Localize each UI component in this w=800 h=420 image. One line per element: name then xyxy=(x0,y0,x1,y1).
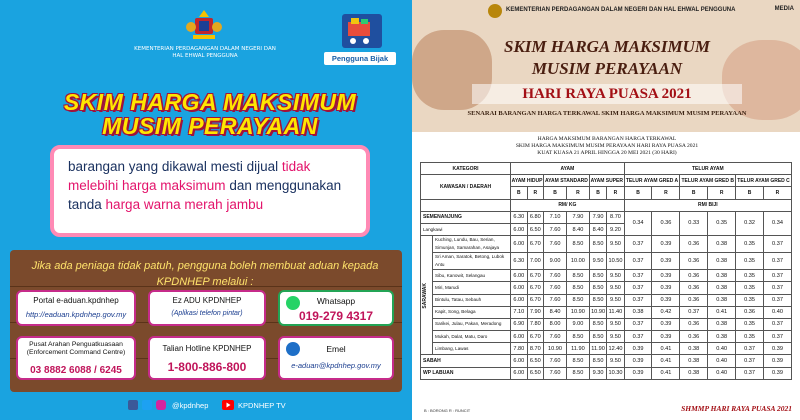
header-ayam-super: AYAM SUPER xyxy=(589,175,624,187)
price-cell: 8.50 xyxy=(566,355,589,367)
board-text: Jika ada peniaga tidak patuh, pengguna boleh membuat aduan kepada KPDNHEP melalui : xyxy=(31,260,379,288)
price-cell: 0.36 xyxy=(680,294,708,306)
price-cell: 11.90 xyxy=(566,343,589,355)
table-row xyxy=(421,211,792,223)
price-cell: 7.60 xyxy=(544,355,567,367)
info-text-a: barangan yang dikawal mesti dijual xyxy=(68,159,282,174)
price-cell: 0.39 xyxy=(652,331,680,343)
price-cell: 0.38 xyxy=(708,331,736,343)
price-cell: 0.41 xyxy=(708,306,736,318)
price-cell: 0.38 xyxy=(708,253,736,270)
price-cell: 8.40 xyxy=(589,223,606,235)
price-cell: 8.40 xyxy=(544,306,567,318)
whatsapp-number[interactable]: 019-279 4317 xyxy=(298,309,374,323)
price-cell: 6.50 xyxy=(527,355,544,367)
whatsapp-label: Whatsapp xyxy=(316,296,356,306)
pusat-arahan-number[interactable]: 03 8882 6088 / 6245 xyxy=(30,365,122,376)
header-ayam: AYAM xyxy=(511,163,625,175)
emel-address[interactable]: e-aduan@kpdnhep.gov.my xyxy=(291,361,381,370)
price-cell: 0.35 xyxy=(736,282,764,294)
price-cell: 10.90 xyxy=(566,306,589,318)
row-area: Bintulu, Tatau, Sebauh xyxy=(433,294,511,306)
price-cell: 9.50 xyxy=(607,236,624,253)
price-cell: 0.40 xyxy=(763,306,791,318)
price-cell: 7.60 xyxy=(544,331,567,343)
price-cell: 9.20 xyxy=(607,223,624,235)
title-line-2: MUSIM PERAYAAN xyxy=(102,113,318,139)
price-cell: 0.37 xyxy=(624,282,652,294)
table-row xyxy=(421,331,792,343)
price-cell: 0.35 xyxy=(736,253,764,270)
price-cell: 7.60 xyxy=(544,282,567,294)
price-cell: 0.38 xyxy=(708,318,736,330)
price-cell: 0.38 xyxy=(708,282,736,294)
price-cell: 0.39 xyxy=(624,355,652,367)
main-title xyxy=(40,90,380,138)
youtube-channel[interactable]: KPDNHEP TV xyxy=(238,401,286,410)
price-cell: 0.38 xyxy=(680,343,708,355)
price-cell: 6.00 xyxy=(511,282,528,294)
info-box xyxy=(50,145,370,237)
price-cell: 8.00 xyxy=(544,318,567,330)
price-cell: 0.35 xyxy=(736,236,764,253)
table-row xyxy=(421,367,792,379)
row-area: Sarikei, Julau, Pakan, Meradong xyxy=(433,318,511,330)
price-cell: 8.50 xyxy=(589,270,606,282)
facebook-icon xyxy=(128,400,138,410)
table-row xyxy=(421,343,792,355)
price-cell: 0.33 xyxy=(680,211,708,235)
price-cell: 9.50 xyxy=(607,282,624,294)
ezadu-card[interactable] xyxy=(148,290,266,326)
youtube-icon xyxy=(222,400,234,410)
twitter-icon xyxy=(142,400,152,410)
row-area: SABAH xyxy=(421,355,511,367)
price-cell: 0.38 xyxy=(708,294,736,306)
price-cell: 7.60 xyxy=(544,236,567,253)
price-cell: 7.90 xyxy=(589,211,606,223)
price-cell: 6.70 xyxy=(527,270,544,282)
header-telur: TELUR AYAM xyxy=(624,163,791,175)
price-cell: 6.70 xyxy=(527,331,544,343)
table-title xyxy=(452,136,762,157)
br-header-row: B R B R B R B R B R B R xyxy=(421,187,792,199)
price-cell: 0.37 xyxy=(763,270,791,282)
price-table-body xyxy=(421,211,792,379)
hotline-card[interactable] xyxy=(148,336,266,380)
price-cell: 0.37 xyxy=(763,331,791,343)
price-cell: 6.00 xyxy=(511,270,528,282)
price-cell: 0.40 xyxy=(708,355,736,367)
price-cell: 7.10 xyxy=(544,211,567,223)
footer-title: SHMMP HARI RAYA PUASA 2021 xyxy=(681,404,792,413)
table-title-2: SKIM HARGA MAKSIMUM MUSIM PERAYAAN HARI RAYA PUASA 2021 xyxy=(515,143,699,149)
price-cell: 6.30 xyxy=(511,211,528,223)
price-cell: 8.50 xyxy=(589,294,606,306)
price-cell: 7.60 xyxy=(544,367,567,379)
price-cell: 8.40 xyxy=(566,223,589,235)
ministry-name: KEMENTERIAN PERDAGANGAN DALAM NEGERI DAN HAL EHWAL PENGGUNA xyxy=(134,46,276,59)
unit-kg: RM/ KG xyxy=(511,199,625,211)
price-cell: 12.40 xyxy=(607,343,624,355)
price-cell: 6.00 xyxy=(511,223,528,235)
price-cell: 0.37 xyxy=(763,236,791,253)
header-telur-a: TELUR AYAM GRED A xyxy=(624,175,680,187)
price-cell: 10.90 xyxy=(544,343,567,355)
table-row xyxy=(421,294,792,306)
header-kategori: KATEGORI xyxy=(421,163,511,175)
price-cell: 6.70 xyxy=(527,282,544,294)
price-cell: 0.37 xyxy=(624,294,652,306)
price-cell: 0.36 xyxy=(680,318,708,330)
price-cell: 0.37 xyxy=(624,270,652,282)
price-cell: 0.37 xyxy=(763,253,791,270)
title-line-1: SKIM HARGA MAKSIMUM xyxy=(63,89,357,115)
sarawak-label: SARAWAK xyxy=(421,236,433,355)
price-cell: 11.40 xyxy=(607,306,624,318)
price-cell: 6.00 xyxy=(511,294,528,306)
price-cell: 10.30 xyxy=(607,367,624,379)
price-cell: 6.00 xyxy=(511,331,528,343)
price-cell: 8.50 xyxy=(589,236,606,253)
social-handle[interactable]: @kpdnhep xyxy=(172,401,209,410)
row-area: Sibu, Kanowit, Selangau xyxy=(433,270,511,282)
price-cell: 0.42 xyxy=(652,306,680,318)
price-cell: 0.38 xyxy=(708,270,736,282)
price-cell: 0.32 xyxy=(736,211,764,235)
info-text xyxy=(68,157,364,214)
pengguna-bijak-logo xyxy=(342,14,382,48)
price-cell: 0.41 xyxy=(652,343,680,355)
price-cell: 0.37 xyxy=(624,331,652,343)
price-cell: 8.70 xyxy=(607,211,624,223)
price-cell: 0.35 xyxy=(708,211,736,235)
ezadu-subtitle: (Aplikasi telefon pintar) xyxy=(171,310,243,317)
price-cell: 0.35 xyxy=(736,331,764,343)
row-area: Langkawi xyxy=(421,223,511,235)
price-cell: 0.37 xyxy=(763,282,791,294)
price-cell: 7.90 xyxy=(566,211,589,223)
price-cell: 7.60 xyxy=(544,294,567,306)
price-cell: 0.39 xyxy=(624,367,652,379)
price-cell: 0.36 xyxy=(680,236,708,253)
table-row xyxy=(421,270,792,282)
price-cell: 0.39 xyxy=(652,318,680,330)
row-area: Kuching, Lundu, Bau, Serian, Simunjan, Samarahan, Asajaya xyxy=(433,236,511,253)
header-telur-c: TELUR AYAM GRED C xyxy=(736,175,792,187)
price-cell: 7.10 xyxy=(511,306,528,318)
table-title-3: KUAT KUASA 21 APRIL HINGGA 20 MEI 2021 (30 HARI) xyxy=(537,150,677,156)
price-cell: 0.39 xyxy=(652,294,680,306)
price-cell: 7.60 xyxy=(544,270,567,282)
price-table-panel xyxy=(412,0,800,420)
emel-card[interactable] xyxy=(278,336,394,380)
price-cell: 0.36 xyxy=(652,211,680,235)
table-title-1: HARGA MAKSIMUM BARANGAN HARGA TERKAWAL xyxy=(537,136,677,142)
row-area: Sri Aman, Saratok, Betong, Lubok Antu xyxy=(433,253,511,270)
price-cell: 0.39 xyxy=(652,270,680,282)
ministry-crest-icon xyxy=(488,4,502,18)
price-cell: 0.40 xyxy=(708,343,736,355)
price-cell: 6.30 xyxy=(511,253,528,270)
list-title: SENARAI BARANGAN HARGA TERKAWAL SKIM HARGA MAKSIMUM MUSIM PERAYAAN xyxy=(467,110,747,117)
malaysia-crest-icon xyxy=(185,8,223,42)
price-cell: 10.90 xyxy=(589,306,606,318)
price-cell: 7.60 xyxy=(544,223,567,235)
hotline-number[interactable]: 1-800-886-800 xyxy=(167,360,247,374)
table-row xyxy=(421,253,792,270)
right-title-line-3: HARI RAYA PUASA 2021 xyxy=(472,84,742,104)
header-kawasan: KAWASAN / DAERAH xyxy=(421,175,511,199)
price-table xyxy=(420,162,792,380)
price-cell: 8.50 xyxy=(589,355,606,367)
price-cell: 0.37 xyxy=(763,318,791,330)
table-row xyxy=(421,282,792,294)
price-cell: 0.35 xyxy=(736,270,764,282)
header-ayam-standard: AYAM STANDARD xyxy=(544,175,590,187)
price-cell: 6.70 xyxy=(527,236,544,253)
info-text-c: dan menggunakan tanda xyxy=(68,178,342,212)
price-cell: 0.36 xyxy=(680,253,708,270)
price-cell: 0.37 xyxy=(624,253,652,270)
price-cell: 0.41 xyxy=(652,367,680,379)
price-cell: 0.39 xyxy=(652,236,680,253)
price-cell: 0.39 xyxy=(763,343,791,355)
table-row xyxy=(421,236,792,253)
price-cell: 6.00 xyxy=(511,355,528,367)
price-cell: 8.50 xyxy=(566,270,589,282)
price-cell: 0.37 xyxy=(736,343,764,355)
price-cell: 6.70 xyxy=(527,294,544,306)
price-cell: 0.34 xyxy=(624,211,652,235)
row-area: Mukah, Dalat, Matu, Daro xyxy=(433,331,511,343)
price-cell: 10.00 xyxy=(566,253,589,270)
price-cell: 0.37 xyxy=(624,236,652,253)
price-cell: 9.50 xyxy=(607,294,624,306)
price-cell: 7.80 xyxy=(511,343,528,355)
price-cell: 8.50 xyxy=(566,282,589,294)
header-ayam-hidup: AYAM HIDUP xyxy=(511,175,544,187)
price-cell: 0.37 xyxy=(736,367,764,379)
price-cell: 9.50 xyxy=(607,331,624,343)
info-text-highlight-1: tidak melebihi harga maksimum xyxy=(68,159,311,193)
row-area: WP LABUAN xyxy=(421,367,511,379)
pusat-arahan-label: Pusat Arahan Penguatkuasaan (Enforcement Command Centre) xyxy=(26,341,126,356)
portal-link[interactable]: http://eaduan.kpdnhep.gov.my xyxy=(25,310,127,319)
instagram-icon xyxy=(156,400,166,410)
price-cell: 6.90 xyxy=(511,318,528,330)
price-cell: 10.50 xyxy=(607,253,624,270)
price-cell: 8.50 xyxy=(589,318,606,330)
media-label: MEDIA xyxy=(774,6,794,12)
right-title xyxy=(472,36,742,80)
price-cell: 0.40 xyxy=(708,367,736,379)
price-cell: 0.38 xyxy=(680,355,708,367)
right-title-line-1: SKIM HARGA MAKSIMUM xyxy=(504,37,710,56)
price-cell: 0.36 xyxy=(736,306,764,318)
info-text-highlight-2: harga warna merah jambu xyxy=(105,197,264,212)
table-row xyxy=(421,318,792,330)
price-cell: 0.36 xyxy=(680,282,708,294)
price-cell: 0.37 xyxy=(624,318,652,330)
price-cell: 8.70 xyxy=(527,343,544,355)
price-cell: 9.50 xyxy=(589,253,606,270)
price-cell: 9.50 xyxy=(607,318,624,330)
price-cell: 6.50 xyxy=(527,223,544,235)
hotline-label: Talian Hotline KPDNHEP xyxy=(162,344,252,353)
price-cell: 0.35 xyxy=(736,318,764,330)
price-cell: 0.37 xyxy=(680,306,708,318)
price-cell: 9.50 xyxy=(607,270,624,282)
social-icons xyxy=(128,399,168,411)
price-cell: 0.35 xyxy=(736,294,764,306)
price-cell: 0.37 xyxy=(736,355,764,367)
price-cell: 7.80 xyxy=(527,318,544,330)
price-cell: 8.50 xyxy=(589,331,606,343)
pusat-arahan-card[interactable] xyxy=(16,336,136,380)
price-cell: 8.50 xyxy=(566,294,589,306)
price-cell: 0.39 xyxy=(652,282,680,294)
ministry-name-right: KEMENTERIAN PERDAGANGAN DALAM NEGERI DAN HAL EHWAL PENGGUNA xyxy=(506,7,736,13)
portal-label: Portal e-aduan.kpdnhep xyxy=(33,296,119,305)
price-cell: 0.34 xyxy=(763,211,791,235)
price-cell: 9.00 xyxy=(544,253,567,270)
emel-label: Emel xyxy=(326,344,346,354)
price-cell: 9.30 xyxy=(589,367,606,379)
price-cell: 11.90 xyxy=(589,343,606,355)
price-cell: 0.38 xyxy=(624,306,652,318)
header-telur-b: TELUR AYAM GRED B xyxy=(680,175,736,187)
price-cell: 9.00 xyxy=(566,318,589,330)
table-row xyxy=(421,306,792,318)
ezadu-label: Ez ADU KPDNHEP xyxy=(172,296,242,305)
row-area: Kapit, Song, Belaga xyxy=(433,306,511,318)
table-row xyxy=(421,355,792,367)
right-title-line-2: MUSIM PERAYAAN xyxy=(531,59,683,78)
whatsapp-card[interactable] xyxy=(278,290,394,326)
price-cell: 6.50 xyxy=(527,367,544,379)
price-cell: 8.50 xyxy=(566,236,589,253)
price-cell: 0.38 xyxy=(708,236,736,253)
row-area: Miri, Marudi xyxy=(433,282,511,294)
price-cell: 8.50 xyxy=(566,367,589,379)
price-cell: 0.39 xyxy=(763,367,791,379)
shopping-cart-icon xyxy=(342,14,382,48)
price-cell: 7.00 xyxy=(527,253,544,270)
row-area: Limbang, Lawas xyxy=(433,343,511,355)
price-cell: 6.80 xyxy=(527,211,544,223)
price-cell: 0.36 xyxy=(680,270,708,282)
unit-biji: RM/ BIJI xyxy=(624,199,791,211)
price-cell: 0.41 xyxy=(652,355,680,367)
row-area: SEMENANJUNG xyxy=(421,211,511,223)
portal-card[interactable] xyxy=(16,290,136,326)
price-cell: 0.38 xyxy=(680,367,708,379)
price-cell: 6.00 xyxy=(511,367,528,379)
social-footer xyxy=(0,392,412,420)
price-cell: 8.50 xyxy=(566,331,589,343)
price-cell: 0.37 xyxy=(763,294,791,306)
price-cell: 6.00 xyxy=(511,236,528,253)
price-cell: 7.90 xyxy=(527,306,544,318)
price-cell: 9.50 xyxy=(607,355,624,367)
footer-note: B : BORONG R : RUNCIT xyxy=(424,408,471,413)
price-cell: 0.39 xyxy=(652,253,680,270)
price-cell: 0.39 xyxy=(624,343,652,355)
price-cell: 0.36 xyxy=(680,331,708,343)
price-cell: 0.39 xyxy=(763,355,791,367)
pengguna-bijak-label: Pengguna Bijak xyxy=(324,52,396,65)
price-cell: 8.50 xyxy=(589,282,606,294)
